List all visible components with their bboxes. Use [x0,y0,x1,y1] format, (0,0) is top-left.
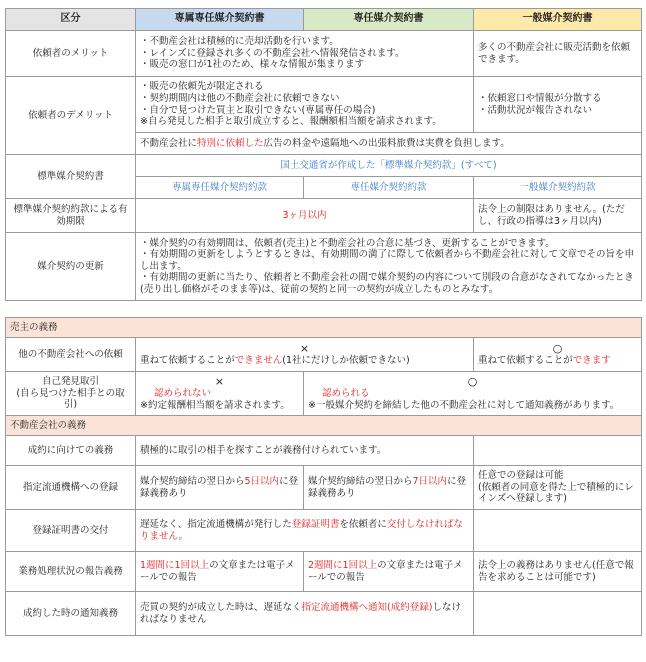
circle-mark: ○ [467,374,478,388]
header-sennin: 専任媒介契約書 [304,9,474,31]
text-fragment: の文章または電子メールでの報告 [140,559,295,583]
demerit-line: ・自分で見つけた買主と取引できない(専属専任の場合) [140,104,376,116]
demerit-line: ・契約期間内は他の不動産会社に依頼できない [140,92,340,104]
notify-text-cell [136,592,474,636]
period-general-cell: 法令上の制限はありません。(ただし、行政の指導は3ヶ月以内) [474,199,642,233]
row-label-standard: 標準媒介契約書 [6,155,136,199]
highlight-text: 認められる [322,387,370,399]
renewal-text-cell [136,233,642,301]
demerit-line: ・依頼窓口や情報が分散する [478,92,602,104]
standard-top-cell: 国土交通省が作成した「標準媒介契約款」(すべて) [136,155,642,177]
renewal-line: ・媒介契約の有効期間は、依頼者(売主)と不動産会社の合意に基づき、更新することができます。 [140,237,555,249]
renewal-line: ・有効期間の更新に当たり、依頼者と不動産会社の間で媒介契約の内容について別段の合意がなされてなかったとき(売り出し価格がそのまま等)は、従前の契約と同一の契約が成立したものとみなす。 [140,272,634,295]
highlight-text: 指定流通機構へ通知(成約登録) [301,601,433,613]
text-fragment: の文章または電子メールでの報告 [308,559,463,583]
demerit-common-cell [136,133,642,155]
reins-general-cell: 任意での登録は可能 (依頼者の同意を得た上で積極的にレインズへ登録します) [474,466,642,510]
highlight-text: 特別に依頼した [197,137,264,149]
highlight-text: 2週間に1回以上 [308,559,378,571]
merit-line: ・レインズに登録され多くの不動産会社へ情報発信されます。 [140,47,405,59]
demerit-line: ・販売の依頼先が限定される [140,81,264,93]
row-label-renewal: 媒介契約の更新 [6,233,136,301]
row-label-report: 業務処理状況の報告義務 [6,552,136,592]
highlight-text: できます [572,354,611,366]
demerit-line: ・活動状況が報告されない [478,104,593,116]
self-found-ng-cell [136,372,304,416]
row-label-demerit: 依頼者のデメリット [6,77,136,155]
merit-exclusive-cell [136,31,474,77]
period-value-cell: 3ヶ月以内 [136,199,474,233]
merit-general-cell: 多くの不動産会社に販売活動を依頼できます。 [474,31,642,77]
demerit-exclusive-cell [136,77,474,133]
text-fragment: 媒介契約締結の翌日から [308,475,413,487]
row-label-effort: 成約に向けての義務 [6,436,136,466]
other-company-ok-cell [474,338,642,372]
highlight-text: 5日以内 [244,475,280,487]
highlight-text: 7日以内 [412,475,448,487]
effort-general-cell [474,436,642,466]
text-fragment: 不動産会社に [140,137,198,149]
report-general-cell: 法令上の義務はありません(任意で報告を求めることは可能です) [474,552,642,592]
text-fragment: 広告の料金や遠隔地への出張料旅費は実費を負担します。 [263,137,510,149]
text-fragment: 媒介契約締結の翌日から [140,475,245,487]
highlight-text: 1週間に1回以上 [140,559,210,571]
row-label-merit: 依頼者のメリット [6,31,136,77]
note-text: ※一般媒介契約を締結した他の不動産会社に対して通知義務があります。 [308,399,620,411]
row-label-other-company: 他の不動産会社への依頼 [6,338,136,372]
report-sennin-cell [304,552,474,592]
contract-comparison-table [5,8,642,301]
merit-line: ・販売の窓口が1社のため、様々な情報が集まります [140,59,365,71]
text-fragment: 重ねて依頼することが [478,354,573,366]
merit-line: ・不動産会社は積極的に売却活動を行います。 [140,36,339,48]
certificate-text-cell [136,510,474,552]
standard-general-cell: 一般媒介契約約款 [474,177,642,199]
section-company-duties: 不動産会社の義務 [6,416,642,436]
cross-mark: × [214,374,225,388]
text-fragment: 売買の契約が成立した時は、遅延なく [140,601,302,613]
text-fragment: 重ねて依頼することが [140,354,235,366]
standard-exclusive-cell: 専属専任媒介契約約款 [136,177,304,199]
effort-text-cell: 積極的に取引の相手を探すことが義務付けられています。 [136,436,474,466]
obligations-table [5,317,642,636]
note-text: ※約定報酬相当額を請求されます。 [140,399,290,411]
circle-mark: ○ [552,341,563,355]
highlight-text: できません [234,354,283,366]
section-seller-duties: 売主の義務 [6,318,642,338]
self-found-ok-cell [304,372,642,416]
notify-general-cell [474,592,642,636]
text-fragment: を依頼者に [339,518,387,530]
certificate-general-cell [474,510,642,552]
renewal-line: ・有効期間の更新をしようとするときは、有効期間の満了に際して依頼者から不動産会社に対して文章でその旨を申し出ます。 [140,249,635,272]
standard-sennin-cell: 専任媒介契約約款 [304,177,474,199]
row-label-notify: 成約した時の通知義務 [6,592,136,636]
reins-exclusive-cell [136,466,304,510]
cross-mark: × [299,341,310,355]
text-fragment: しなければなりません [140,601,461,625]
row-label-self-found: 自己発見取引 (自ら見つけた相手との取引) [6,372,136,416]
report-exclusive-cell [136,552,304,592]
demerit-general-cell [474,77,642,133]
row-label-period: 標準媒介契約約款による有効期限 [6,199,136,233]
header-ippan: 一般媒介契約書 [474,9,642,31]
row-label-certificate: 登録証明書の交付 [6,510,136,552]
text-fragment: (1社にだけしか依頼できない) [282,354,410,366]
highlight-text: 登録証明書 [291,518,340,530]
highlight-text: 認められない [154,387,212,399]
highlight-text: 交付しなければなりません。 [140,518,463,542]
text-fragment: 遅延なく、指定流通機構が発行した [140,518,292,530]
text-fragment: に登録義務あり [140,475,299,499]
demerit-line: ※自ら発見した相手と取引成立すると、報酬額相当額を請求されます。 [140,116,442,128]
row-label-reins: 指定流通機構への登録 [6,466,136,510]
other-company-ng-cell [136,338,474,372]
header-kubun: 区分 [6,9,136,31]
text-fragment: に登録義務あり [308,475,467,499]
header-senzoku-sennin: 専属専任媒介契約書 [136,9,304,31]
reins-sennin-cell [304,466,474,510]
